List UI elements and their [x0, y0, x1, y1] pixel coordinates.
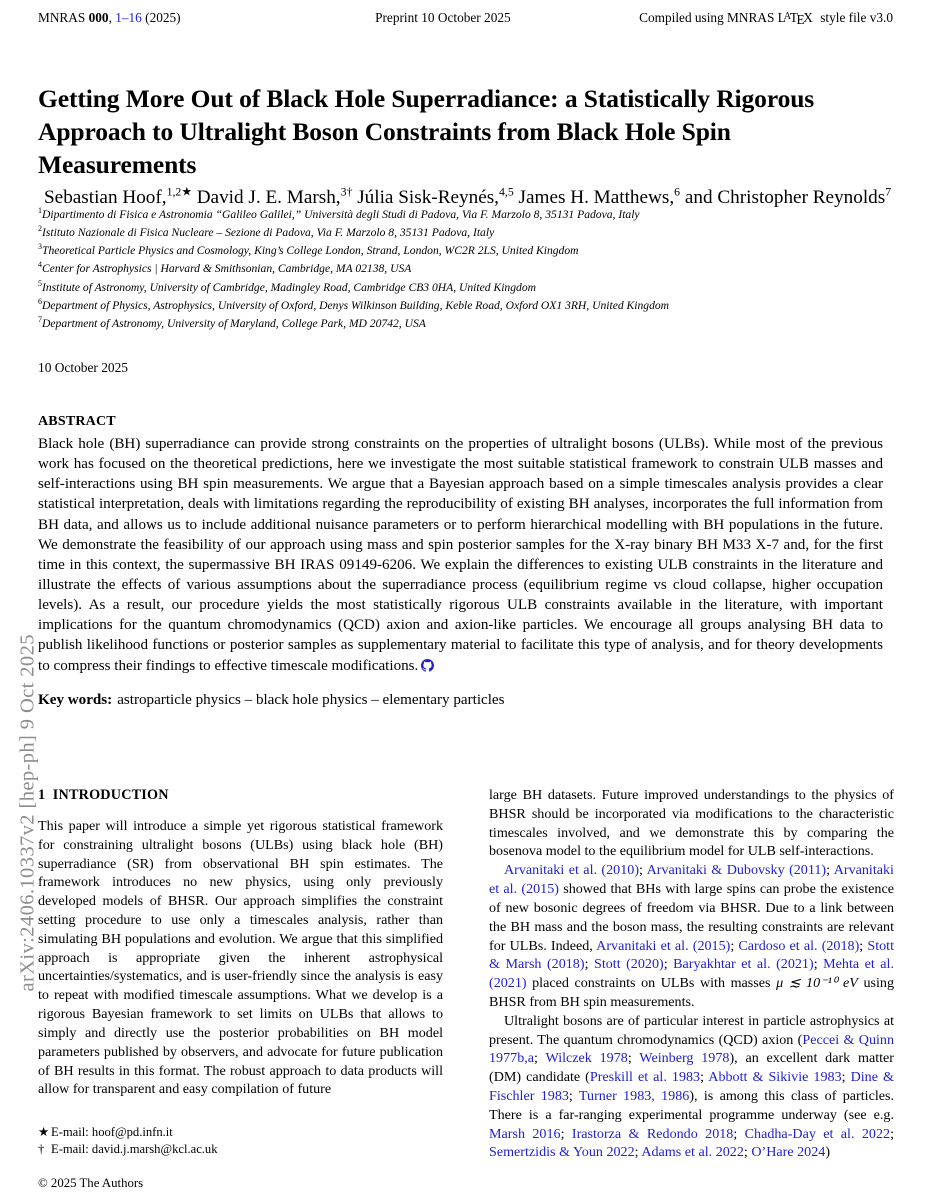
paragraph-intro-2: large BH datasets. Future improved understandings to the physics of BHSR should be incorporated via modifications to the characteristic timescales involved, and we demonstrate this by comparing the bosenova model to the equilibrium model for ULB self-interactions. [489, 787, 894, 860]
affiliation-item [38, 315, 908, 333]
paragraph-intro-3 [489, 861, 894, 1012]
body-text: ; [826, 862, 834, 879]
compiled-prefix: Compiled using MNRAS [639, 10, 778, 25]
citation-link[interactable]: O’Hare 2024 [751, 1144, 826, 1161]
citation-link[interactable]: Semertzidis & Youn 2022 [489, 1144, 635, 1161]
section-number: 1 [38, 787, 46, 803]
citation-link[interactable]: Arvanitaki et al. (2015) [489, 862, 894, 898]
affiliation-item [38, 224, 908, 242]
citation-link[interactable]: Arvanitaki et al. (2015) [596, 937, 731, 954]
journal-name: MNRAS [38, 10, 89, 25]
abstract-heading: ABSTRACT [38, 414, 116, 429]
author-name: David J. E. Marsh, [196, 187, 341, 208]
copyright-line: © 2025 The Authors [38, 1176, 144, 1190]
affiliation-item [38, 279, 908, 297]
body-text: Ultralight bosons are of particular interest in particle astrophysics at present. The quantum chromodynamics (QCD) axion ( [489, 1012, 894, 1048]
citation-link[interactable]: Irastorza & Redondo 2018 [571, 1125, 734, 1142]
body-text: ; [743, 1144, 752, 1161]
body-text: ; [841, 1069, 851, 1086]
arxiv-stamp: arXiv:2406.10337v2 [hep-ph] 9 Oct 2025 [16, 634, 39, 992]
footnote-marker: ★ [38, 1125, 50, 1139]
affiliation-number: 6 [38, 296, 42, 306]
paragraph-intro-4 [489, 1012, 894, 1163]
left-column [38, 786, 443, 1099]
section-heading-introduction [38, 786, 443, 805]
author-affiliation-marker: 6 [674, 184, 681, 199]
author-list: Sebastian Hoof,$^{1,2★}$ David J. E. Marsh,$^{3\dagger}$ Júlia Sisk-Reynés,$^{4,5}$ James H. Matthews,$^6$ and Christopher Reynolds$^7$ [44, 184, 892, 208]
body-text: placed constraints on ULBs with masses [526, 975, 777, 992]
inline-math-mass-bound: μ ≲ 10⁻¹⁰ eV [776, 975, 858, 992]
citation-link[interactable]: Adams et al. 2022 [641, 1144, 744, 1161]
body-text: ; [634, 1144, 642, 1161]
keywords-label: Key words: [38, 691, 113, 708]
github-icon[interactable] [421, 658, 434, 671]
citation-link[interactable]: Cardoso et al. (2018) [738, 937, 860, 954]
body-text: ; [568, 1088, 579, 1104]
submission-date: 10 October 2025 [38, 360, 128, 375]
volume-number: 000 [88, 10, 109, 25]
body-text: ; [890, 1125, 894, 1142]
running-head [38, 10, 893, 30]
footnote-marker: † [38, 1141, 45, 1156]
comma-separator: , [108, 10, 116, 25]
body-text: ; [534, 1050, 546, 1067]
body-text: ; [859, 937, 868, 954]
author-name: Christopher Reynolds [717, 187, 886, 208]
author-footnote-marker[interactable]: † [346, 184, 353, 199]
abstract-text: Black hole (BH) superradiance can provide strong constraints on the properties of ultralight bosons (ULBs). While most of the previous work has focused on the theoretical predictions, here we investigate the most suitable statistical framework to constrain ULB masses and self-interactions using BH spin measurements. We argue that a Bayesian approach based on a simple timescales analysis provides a clear statistical interpretation, deals with limitations regarding the reproducibility of existing BH analyses, incorporates the full information from BH data, and allows us to include additional nuisance parameters or to perform hierarchical modelling with BH populations in the future. We demonstrate the feasibility of our approach using mass and spin posterior samples for the X-ray binary BH M33 X-7 and, for the first time in this context, the supermassive BH IRAS 09149-6206. We explain the differences to existing ULB constraints in the literature and illustrate the effects of various assumptions about the superradiance process (equilibrium regime vs cloud collapse, higher occupation levels). As a result, our procedure yields the most statistically rigorous ULB constraints available in the literature, with important implications for the quantum chromodynamics (QCD) axion and axion-like particles. We encourage all groups analysing BH data to publish likelihood functions or posterior samples as supplementary material to facilitate this type of analysis, and for theory developments to compress their findings to effective timescale modifications. [38, 436, 883, 674]
footnote-text: E-mail: david.j.marsh@kcl.ac.uk [51, 1141, 218, 1156]
body-text: ), is among this class of particles. There is a far-ranging experimental programme underway (see e.g. [489, 1088, 895, 1123]
citation-link[interactable]: Stott & Marsh (2018) [489, 937, 894, 973]
running-head-left [38, 10, 181, 26]
affiliation-text: Department of Astronomy, University of Maryland, College Park, MD 20742, USA [42, 316, 426, 330]
body-text: ), an excellent dark matter (DM) candidate ( [489, 1050, 895, 1086]
affiliation-number: 7 [38, 314, 42, 324]
affiliation-item [38, 206, 908, 224]
paragraph-intro-1: This paper will introduce a simple yet rigorous statistical framework for constraining ultralight bosons (ULBs) using black hole (BH) superradiance (SR) from observational BH spin estimates. The framework introduces no new physics, using only previously developed models of BHSR. Our approach simplifies the constraint setting procedure to use only a timescales analysis, rather than simulating BH populations and evolution. We argue that this simplified approach is appropriate given the inherent astrophysical uncertainties/systematics, and is user-friendly since the analysis is easy to repeat with modified timescale assumptions. What we develop is a rigorous Bayesian framework to set limits on ULBs that allows to simply and directly use the posterior probabilities on BH model parameters published by observers, and advocate for future publication of BH results in this format. The robust approach to data products will allow for transparent and easy compilation of future [38, 817, 443, 1098]
author-affiliation-marker: 1,2 [166, 184, 182, 199]
body-text: ; [584, 956, 594, 973]
affiliation-text: Istituto Nazionale di Fisica Nucleare – Sezione di Padova, Via F. Marzolo 8, 35131 Padova, Italy [42, 226, 495, 240]
affiliation-text: Institute of Astronomy, University of Cambridge, Madingley Road, Cambridge CB3 0HA, United Kingdom [42, 280, 536, 294]
body-text: using BHSR from BH spin measurements. [489, 975, 894, 1010]
body-text: ; [700, 1069, 709, 1086]
citation-link[interactable]: Abbott & Sikivie 1983 [708, 1069, 842, 1086]
affiliation-number: 1 [38, 206, 42, 216]
citation-link[interactable]: Wilczek 1978 [545, 1050, 628, 1067]
affiliation-number: 5 [38, 278, 42, 288]
affiliation-text: Theoretical Particle Physics and Cosmology, King’s College London, Strand, London, WC2R 2LS, United Kingdom [42, 244, 579, 258]
preprint-date: Preprint 10 October 2025 [375, 10, 511, 25]
affiliation-number: 3 [38, 242, 42, 252]
affiliation-item [38, 260, 908, 278]
page-range-link[interactable]: 1–16 [115, 10, 142, 25]
affiliation-list [38, 206, 908, 333]
citation-link[interactable]: Turner 1983, 1986 [578, 1088, 690, 1104]
footnote-item [38, 1124, 443, 1141]
abstract-block [38, 414, 883, 709]
author-affiliation-marker: 3 [340, 184, 347, 199]
footnote-item [38, 1141, 443, 1158]
citation-link[interactable]: Arvanitaki et al. (2010) [504, 862, 640, 879]
citation-link[interactable]: Weinberg 1978 [639, 1050, 730, 1067]
citation-link[interactable]: Chadha-Day et al. 2022 [744, 1125, 891, 1142]
keywords-list: astroparticle physics – black hole physics – elementary particles [117, 691, 505, 708]
author-footnote-marker[interactable]: ★ [181, 184, 192, 199]
body-text: ; [560, 1125, 572, 1142]
author-affiliation-marker: 4,5 [498, 184, 514, 199]
body-text: showed that BHs with large spins can probe the existence of new bosonic degrees of freedom via BHSR. Due to a link between the BH mass and the boson mass, the resulting constraints are relevant for ULBs. Indeed, [489, 881, 894, 954]
citation-link[interactable]: Stott (2020) [593, 956, 664, 973]
body-text: ; [733, 1125, 745, 1142]
author-name: James H. Matthews, [518, 187, 675, 208]
affiliation-text: Center for Astrophysics | Harvard & Smithsonian, Cambridge, MA 02138, USA [42, 262, 412, 276]
affiliation-item [38, 297, 908, 315]
citation-link[interactable]: Baryakhtar et al. (2021) [673, 956, 814, 973]
author-name: Júlia Sisk-Reynés, [357, 187, 499, 208]
style-file-version: style file v3.0 [816, 10, 893, 25]
author-affiliation-marker: 7 [885, 184, 892, 199]
body-text: ; [730, 937, 739, 954]
running-head-right [639, 10, 893, 26]
body-text: ; [663, 956, 674, 973]
citation-link[interactable]: Peccei & Quinn 1977b,a [489, 1031, 894, 1067]
latex-logo: $L^ATEX$ [777, 10, 813, 28]
section-title: INTRODUCTION [52, 787, 169, 803]
footnote-block [38, 1124, 443, 1157]
footnote-text: E-mail: hoof@pd.infn.it [51, 1125, 173, 1139]
author-name: Sebastian Hoof, [44, 187, 167, 208]
citation-link[interactable]: Mehta et al. (2021) [489, 956, 894, 992]
affiliation-text: Dipartimento di Fisica e Astronomia “Galileo Galilei,” Università degli Studi di Padova, Via F. Marzolo 8, 35131 Padova, Italy [42, 208, 640, 221]
affiliation-text: Department of Physics, Astrophysics, University of Oxford, Denys Wilkinson Building, Keble Road, Oxford OX1 3RH, United Kingdom [42, 298, 670, 312]
body-text: ) [825, 1144, 831, 1161]
body-text: ; [813, 956, 824, 973]
affiliation-number: 4 [38, 260, 42, 270]
affiliation-item [38, 242, 908, 260]
citation-link[interactable]: Preskill et al. 1983 [589, 1069, 701, 1086]
right-column [489, 786, 894, 1162]
keywords-line [38, 692, 883, 709]
abstract-body [38, 434, 883, 676]
citation-link[interactable]: Dine & Fischler 1983 [489, 1069, 894, 1104]
affiliation-number: 2 [38, 224, 42, 234]
body-text: ; [627, 1050, 640, 1067]
page-title: Getting More Out of Black Hole Superradiance: a Statistically Rigorous Approach to Ultralight Boson Constraints from Black Hole Spin Measurements [38, 84, 815, 179]
body-text: ; [639, 862, 647, 879]
citation-link[interactable]: Marsh 2016 [489, 1125, 561, 1142]
citation-link[interactable]: Arvanitaki & Dubovsky (2011) [646, 862, 827, 879]
year: (2025) [141, 10, 181, 25]
